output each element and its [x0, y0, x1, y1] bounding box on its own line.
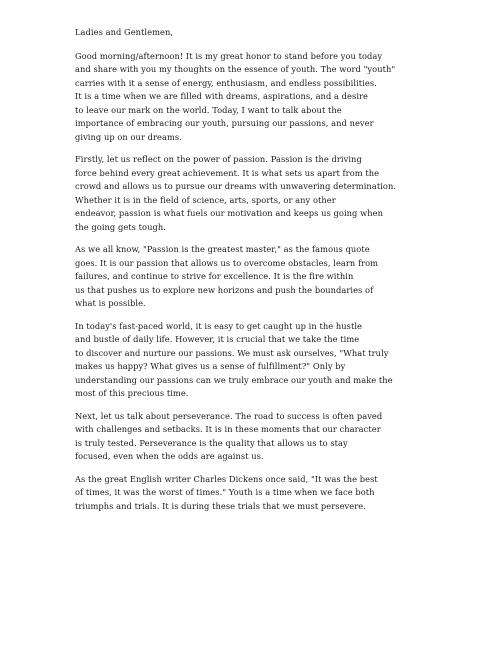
paragraph-passion	[75, 153, 431, 234]
text-line: failures, and continue to strive for excellence. It is the fire within	[75, 271, 354, 281]
text-line: carries with it a sense of energy, enthusiasm, and endless possibilities.	[75, 77, 377, 88]
text-line: and bustle of daily life. However, it is crucial that we take the time	[75, 334, 360, 344]
text-line: force behind every great achievement. It is what sets us apart from the	[75, 167, 380, 178]
text-line: triumphs and trials. It is during these trials that we must persevere.	[75, 500, 366, 511]
paragraph-dickens	[75, 473, 431, 514]
text-line: and share with you my thoughts on the essence of youth. The word "youth"	[75, 64, 396, 74]
text-line: In today's fast-paced world, it is easy to get caught up in the hustle	[75, 320, 363, 331]
text-line: of times, it was the worst of times." Youth is a time when we face both	[75, 487, 375, 497]
text-line: is truly tested. Perseverance is the quality that allows us to stay	[75, 437, 348, 448]
text-line: us that pushes us to explore new horizons and push the boundaries of	[75, 284, 374, 295]
text-line: importance of embracing our youth, pursuing our passions, and never	[75, 118, 374, 128]
paragraph-intro	[75, 50, 431, 145]
text-line: Whether it is in the field of science, arts, sports, or any other	[75, 194, 336, 205]
text-line: As we all know, "Passion is the greatest master," as the famous quote	[75, 244, 370, 254]
text-line: giving up on our dreams.	[75, 131, 182, 142]
speech-body	[75, 26, 431, 522]
text-line: crowd and allows us to pursue our dreams with unwavering determination.	[75, 181, 397, 191]
text-line: understanding our passions can we truly embrace our youth and make the	[75, 374, 393, 385]
paragraph-perseverance	[75, 410, 431, 464]
text-line: makes us happy? What gives us a sense of fulfillment?" Only by	[75, 361, 346, 371]
text-line: to leave our mark on the world. Today, I want to talk about the	[75, 104, 342, 115]
text-line: It is a time when we are filled with dreams, aspirations, and a desire	[75, 91, 368, 101]
text-line: most of this precious time.	[75, 388, 189, 398]
text-line: Firstly, let us reflect on the power of passion. Passion is the driving	[75, 154, 362, 164]
text-line: Good morning/afternoon! It is my great honor to stand before you today	[75, 50, 383, 61]
text-line: endeavor, passion is what fuels our motivation and keeps us going when	[75, 208, 383, 218]
text-line: the going gets tough.	[75, 221, 166, 232]
text-line: with challenges and setbacks. It is in these moments that our character	[75, 424, 381, 434]
text-line: what is possible.	[75, 298, 146, 308]
salutation: Ladies and Gentlemen,	[75, 27, 174, 37]
text-line: to discover and nurture our passions. We must ask ourselves, "What truly	[75, 347, 389, 358]
text-line: focused, even when the odds are against us.	[75, 451, 264, 461]
paragraph-quote	[75, 243, 431, 311]
text-line: Next, let us talk about perseverance. The road to success is often paved	[75, 410, 383, 421]
paragraph-fast-paced	[75, 320, 431, 401]
text-line: As the great English writer Charles Dickens once said, "It was the best	[75, 473, 378, 484]
text-line: goes. It is our passion that allows us to overcome obstacles, learn from	[75, 257, 379, 268]
